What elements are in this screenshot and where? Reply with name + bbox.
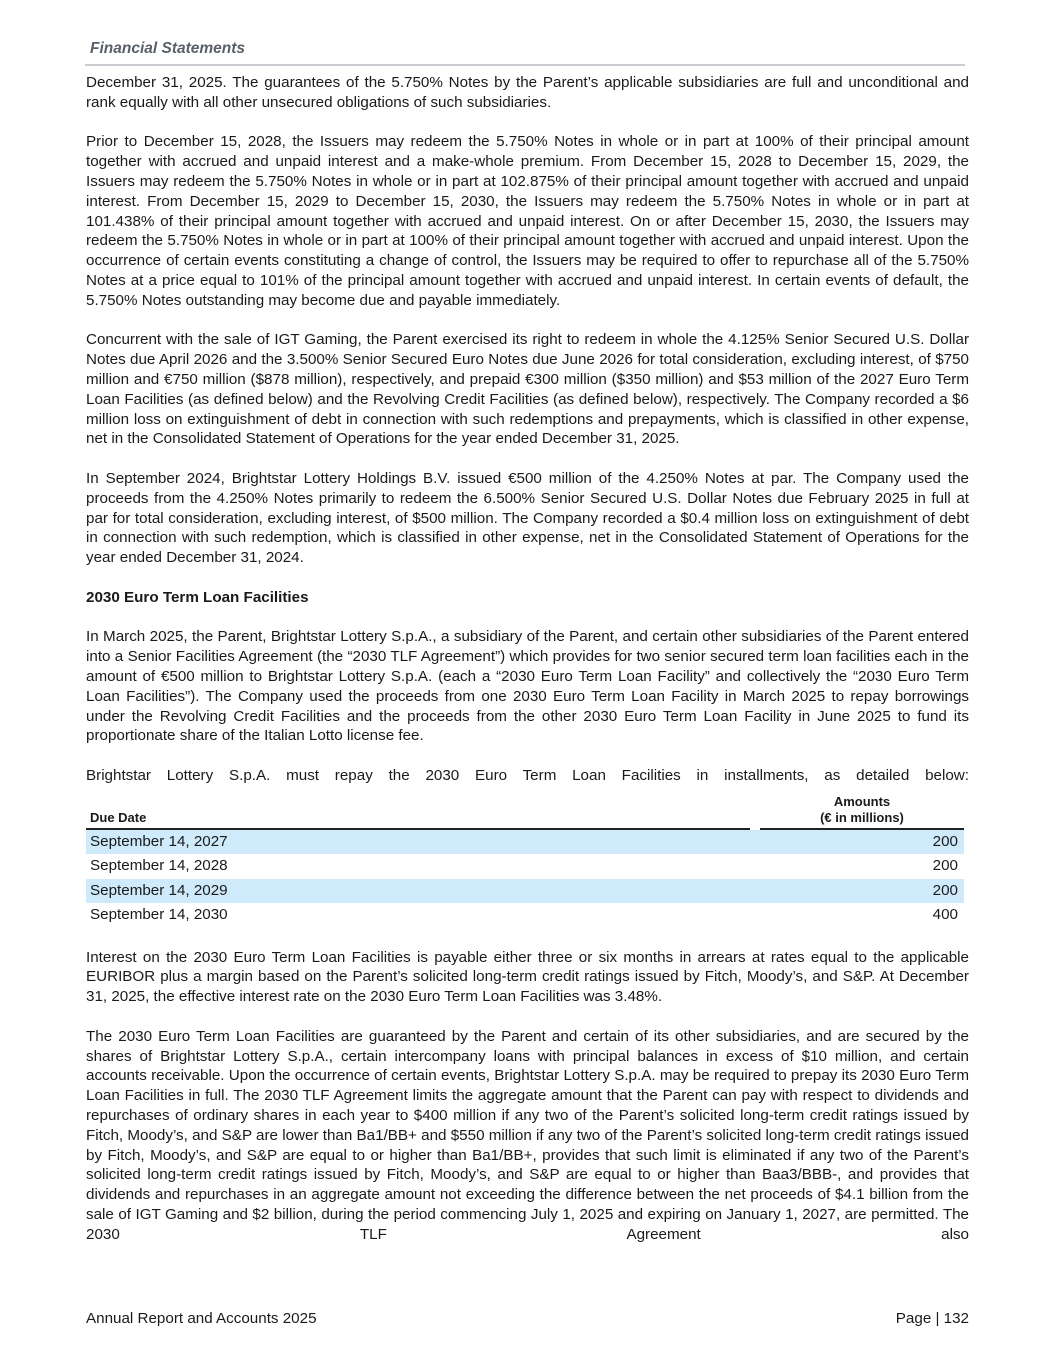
amount-cell: 200 — [760, 830, 964, 855]
table-row — [86, 879, 964, 904]
paragraph-interest: Interest on the 2030 Euro Term Loan Facilities is payable either three or six months in arrears at rates equal to the applicable EURIBOR plus a margin based on the Parent’s solicited long-term credit ratings issued by Fitch, Moody’s, and S&P. At December 31, 2025, the effective interest rate on the 2030 Euro Term Loan Facilities was 3.48%. — [86, 948, 969, 1006]
table-row — [86, 830, 964, 855]
repayment-schedule-table — [86, 794, 964, 928]
paragraph-guarantees-covenants: The 2030 Euro Term Loan Facilities are guaranteed by the Parent and certain of its other subsidiaries, and are secured by the shares of Brightstar Lottery S.p.A., certain intercompany loans with principal balances in excess of $10 million, and certain accounts receivable. Upon the occurrence of certain events, Brightstar Lottery S.p.A. may be required to prepay its 2030 Euro Term Loan Facilities in full. The 2030 TLF Agreement limits the aggregate amount that the Parent can pay with respect to dividends and repurchases of ordinary shares in each year to $400 million if any two of the Parent’s solicited long-term credit ratings issued by Fitch, Moody’s, and S&P are lower than Ba1/BB+ and $550 million if any two of the Parent’s solicited long-term credit ratings issued by Fitch, Moody’s, and S&P are equal to or higher than Ba1/BB+, provides that such limit is eliminated if any two of the Parent’s solicited long-term credit ratings issued by Fitch, Moody’s, and S&P are equal to or higher than Baa3/BBB-, and provides that dividends and repurchases in an aggregate amount not exceeding the difference between the net proceeds of $4.1 billion from the sale of IGT Gaming and $2 billion, during the period commencing July 1, 2025 and expiring on January 1, 2027, are permitted. The 2030 TLF Agreement also — [86, 1027, 969, 1243]
page-header — [85, 38, 965, 66]
column-header-amounts — [760, 794, 964, 830]
paragraph-repayment-intro: Brightstar Lottery S.p.A. must repay the 2030 Euro Term Loan Facilities in installments, as detailed below: — [86, 766, 969, 784]
due-date-cell: September 14, 2030 — [90, 906, 228, 924]
column-header-due-date: Due Date — [86, 794, 750, 830]
due-date-cell: September 14, 2027 — [86, 830, 750, 855]
footer-report-title: Annual Report and Accounts 2025 — [86, 1310, 317, 1327]
amount-cell: 200 — [760, 879, 964, 904]
paragraph-guarantees: December 31, 2025. The guarantees of the 5.750% Notes by the Parent’s applicable subsidiaries are full and unconditional and rank equally with all other unsecured obligations of such subsidiaries. — [86, 74, 969, 111]
document-body — [86, 73, 969, 1264]
paragraph-redemption-terms: Prior to December 15, 2028, the Issuers may redeem the 5.750% Notes in whole or in part at 100% of their principal amount together with accrued and unpaid interest and a make-whole premium. From December 15, 2028 to December 15, 2029, the Issuers may redeem the 5.750% Notes in whole or in part at 102.875% of their principal amount together with accrued and unpaid interest. From December 15, 2029 to December 15, 2030, the Issuers may redeem the 5.750% Notes in whole or in part at 101.438% of their principal amount together with accrued and unpaid interest. On or after December 15, 2030, the Issuers may redeem the 5.750% Notes in whole or in part at 100% of their principal amount together with accrued and unpaid interest. Upon the occurrence of certain events constituting a change of control, the Issuers may be required to offer to repurchase all of the 5.750% Notes at a price equal to 101% of the principal amount together with accrued and unpaid interest. In certain events of default, the 5.750% Notes outstanding may become due and payable immediately. — [86, 133, 969, 309]
paragraph-tlf-agreement: In March 2025, the Parent, Brightstar Lottery S.p.A., a subsidiary of the Parent, and certain other subsidiaries of the Parent entered into a Senior Facilities Agreement (the “2030 TLF Agreement”) which provides for two senior secured term loan facilities each in the amount of €500 million to Brightstar Lottery S.p.A. (each a “2030 Euro Term Loan Facility” and collectively the “2030 Euro Term Loan Facilities”). The Company used the proceeds from one 2030 Euro Term Loan Facility in March 2025 to repay borrowings under the Revolving Credit Facilities and the proceeds from the other 2030 Euro Term Loan Facility in June 2025 to fund its proportionate share of the Italian Lotto license fee. — [86, 628, 969, 745]
paragraph-igt-sale-redemption: Concurrent with the sale of IGT Gaming, the Parent exercised its right to redeem in whole the 4.125% Senior Secured U.S. Dollar Notes due April 2026 and the 3.500% Senior Secured Euro Notes due June 2026 for total consideration, excluding interest, of $750 million and €750 million ($878 million), respectively, and prepaid €300 million ($350 million) and $53 million of the 2027 Euro Term Loan Facilities (as defined below) and the Revolving Credit Facilities (as defined below), respectively. The Company recorded a $6 million loss on extinguishment of debt in connection with such redemptions and prepayments, which is classified in other expense, net in the Consolidated Statement of Operations for the year ended December 31, 2025. — [86, 331, 969, 448]
section-title: Financial Statements — [90, 40, 246, 57]
column-header-amounts-line2: (€ in millions) — [820, 809, 904, 825]
amount-cell: 200 — [932, 857, 958, 875]
table-header-row — [86, 794, 964, 830]
footer-page-number: Page | 132 — [895, 1310, 969, 1327]
column-header-amounts-line1: Amounts — [833, 793, 891, 809]
paragraph-september-2024-notes: In September 2024, Brightstar Lottery Holdings B.V. issued €500 million of the 4.250% Notes at par. The Company used the proceeds from the 4.250% Notes primarily to redeem the 6.500% Senior Secured U.S. Dollar Notes due February 2025 in full at par for total consideration, excluding interest, of $500 million. The Company recorded a $0.4 million loss on extinguishment of debt in connection with such redemption, which is classified in other expense, net in the Consolidated Statement of Operations for the year ended December 31, 2024. — [86, 469, 969, 567]
table-row — [86, 854, 964, 879]
table-row — [86, 903, 964, 928]
due-date-cell: September 14, 2028 — [90, 857, 228, 875]
due-date-cell: September 14, 2029 — [86, 879, 750, 904]
section-heading: 2030 Euro Term Loan Facilities — [86, 588, 309, 606]
amount-cell: 400 — [932, 906, 958, 924]
